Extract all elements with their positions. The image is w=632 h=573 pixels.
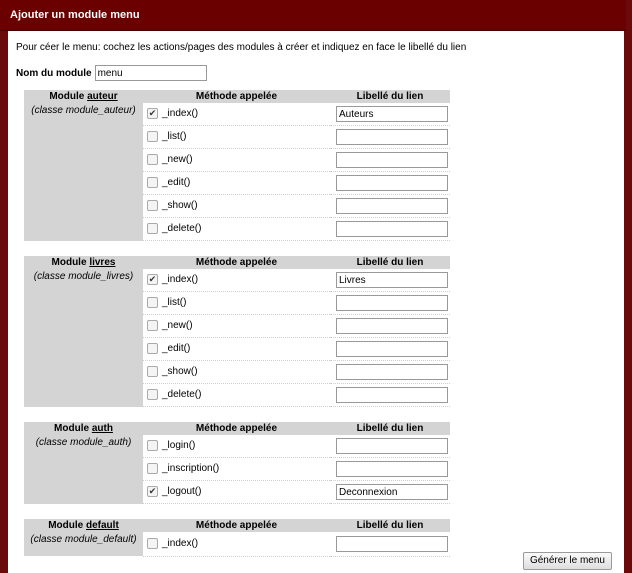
module-name-label: Nom du module	[16, 67, 92, 79]
generate-menu-button[interactable]: Générer le menu	[523, 552, 612, 570]
link-label-input[interactable]	[336, 106, 448, 122]
method-cell	[143, 481, 330, 504]
module-title	[24, 256, 143, 269]
method-checkbox[interactable]	[147, 223, 158, 234]
method-name: _show()	[162, 200, 198, 212]
method-cell	[143, 361, 330, 384]
method-checkbox[interactable]	[147, 320, 158, 331]
method-row	[24, 269, 450, 292]
method-name: _index()	[162, 274, 199, 286]
link-label-input[interactable]	[336, 341, 448, 357]
method-name: _show()	[162, 366, 198, 378]
method-cell	[143, 195, 330, 218]
method-checkbox[interactable]	[147, 486, 158, 497]
method-cell	[143, 315, 330, 338]
link-label-input[interactable]	[336, 536, 448, 552]
link-label-input[interactable]	[336, 461, 448, 477]
window-title: Ajouter un module menu	[0, 0, 626, 31]
method-column-header: Méthode appelée	[143, 422, 330, 435]
module-name-row	[16, 64, 624, 82]
module-title-prefix: Module	[49, 91, 85, 102]
method-checkbox[interactable]	[147, 131, 158, 142]
intro-text: Pour céer le menu: cochez les actions/pages des modules à créer et indiquez en face le libellé du lien	[16, 42, 467, 53]
link-label-input[interactable]	[336, 221, 448, 237]
method-name: _index()	[162, 538, 199, 550]
method-name: _inscription()	[162, 463, 220, 475]
method-checkbox[interactable]	[147, 177, 158, 188]
link-label-input[interactable]	[336, 175, 448, 191]
method-name: _delete()	[162, 223, 202, 235]
method-checkbox[interactable]	[147, 463, 158, 474]
module-title-prefix: Module	[48, 520, 84, 531]
label-column-header: Libellé du lien	[330, 519, 450, 532]
module-table-auteur	[24, 90, 450, 241]
label-cell	[330, 481, 450, 504]
label-cell	[330, 315, 450, 338]
label-column-header: Libellé du lien	[330, 90, 450, 103]
module-header-row	[24, 422, 450, 435]
method-name: _list()	[162, 297, 187, 309]
method-checkbox[interactable]	[147, 343, 158, 354]
module-header-row	[24, 519, 450, 532]
label-cell	[330, 292, 450, 315]
module-title-name: livres	[89, 257, 116, 268]
module-title-name: auteur	[87, 91, 118, 102]
label-cell	[330, 532, 450, 556]
method-checkbox[interactable]	[147, 389, 158, 400]
label-column-header: Libellé du lien	[330, 256, 450, 269]
label-cell	[330, 126, 450, 149]
method-row	[24, 103, 450, 126]
method-checkbox[interactable]	[147, 366, 158, 377]
label-cell	[330, 338, 450, 361]
module-title-name: default	[86, 520, 119, 531]
method-cell	[143, 458, 330, 481]
module-class-text: (classe module_livres)	[24, 269, 143, 407]
module-name-input[interactable]	[95, 65, 207, 81]
check-mark-icon: ✔	[148, 274, 157, 285]
method-cell	[143, 384, 330, 407]
label-cell	[330, 458, 450, 481]
module-title	[24, 519, 143, 532]
method-cell	[143, 435, 330, 458]
method-name: _new()	[162, 320, 193, 332]
module-table-auth	[24, 422, 450, 504]
method-checkbox[interactable]	[147, 538, 158, 549]
method-checkbox[interactable]	[147, 154, 158, 165]
method-cell	[143, 172, 330, 195]
link-label-input[interactable]	[336, 364, 448, 380]
check-mark-icon: ✔	[148, 108, 157, 119]
method-name: _login()	[162, 440, 196, 452]
label-cell	[330, 103, 450, 126]
check-mark-icon: ✔	[148, 486, 157, 497]
method-cell	[143, 126, 330, 149]
method-cell	[143, 103, 330, 126]
method-checkbox[interactable]	[147, 297, 158, 308]
label-column-header: Libellé du lien	[330, 422, 450, 435]
method-cell	[143, 532, 330, 556]
method-name: _edit()	[162, 177, 191, 189]
module-title-name: auth	[91, 423, 113, 434]
link-label-input[interactable]	[336, 387, 448, 403]
method-row	[24, 435, 450, 458]
method-column-header: Méthode appelée	[143, 90, 330, 103]
method-name: _edit()	[162, 343, 191, 355]
main-window	[8, 0, 624, 573]
method-column-header: Méthode appelée	[143, 519, 330, 532]
method-column-header: Méthode appelée	[143, 256, 330, 269]
label-cell	[330, 435, 450, 458]
content-area	[8, 41, 624, 557]
method-checkbox[interactable]	[147, 200, 158, 211]
label-cell	[330, 149, 450, 172]
label-cell	[330, 218, 450, 241]
link-label-input[interactable]	[336, 295, 448, 311]
method-cell	[143, 338, 330, 361]
method-name: _logout()	[162, 486, 202, 498]
module-class-text: (classe module_auth)	[24, 435, 143, 504]
module-class-text: (classe module_default)	[24, 532, 143, 556]
method-cell	[143, 292, 330, 315]
module-header-row	[24, 256, 450, 269]
module-title-prefix: Module	[54, 423, 90, 434]
label-cell	[330, 172, 450, 195]
method-cell	[143, 269, 330, 292]
module-title-prefix: Module	[51, 257, 87, 268]
modules-container	[16, 90, 624, 557]
module-title	[24, 422, 143, 435]
label-cell	[330, 361, 450, 384]
method-checkbox[interactable]	[147, 108, 158, 119]
method-checkbox[interactable]	[147, 440, 158, 451]
link-label-input[interactable]	[336, 272, 448, 288]
module-header-row	[24, 90, 450, 103]
method-row	[24, 532, 450, 556]
link-label-input[interactable]	[336, 152, 448, 168]
method-name: _index()	[162, 108, 199, 120]
module-class-text: (classe module_auteur)	[24, 103, 143, 241]
link-label-input[interactable]	[336, 318, 448, 334]
method-name: _list()	[162, 131, 187, 143]
link-label-input[interactable]	[336, 129, 448, 145]
link-label-input[interactable]	[336, 484, 448, 500]
method-name: _delete()	[162, 389, 202, 401]
label-cell	[330, 384, 450, 407]
method-name: _new()	[162, 154, 193, 166]
label-cell	[330, 269, 450, 292]
module-table-default	[24, 519, 450, 557]
method-cell	[143, 149, 330, 172]
label-cell	[330, 195, 450, 218]
link-label-input[interactable]	[336, 438, 448, 454]
module-table-livres	[24, 256, 450, 407]
module-title	[24, 90, 143, 103]
method-cell	[143, 218, 330, 241]
link-label-input[interactable]	[336, 198, 448, 214]
method-checkbox[interactable]	[147, 274, 158, 285]
